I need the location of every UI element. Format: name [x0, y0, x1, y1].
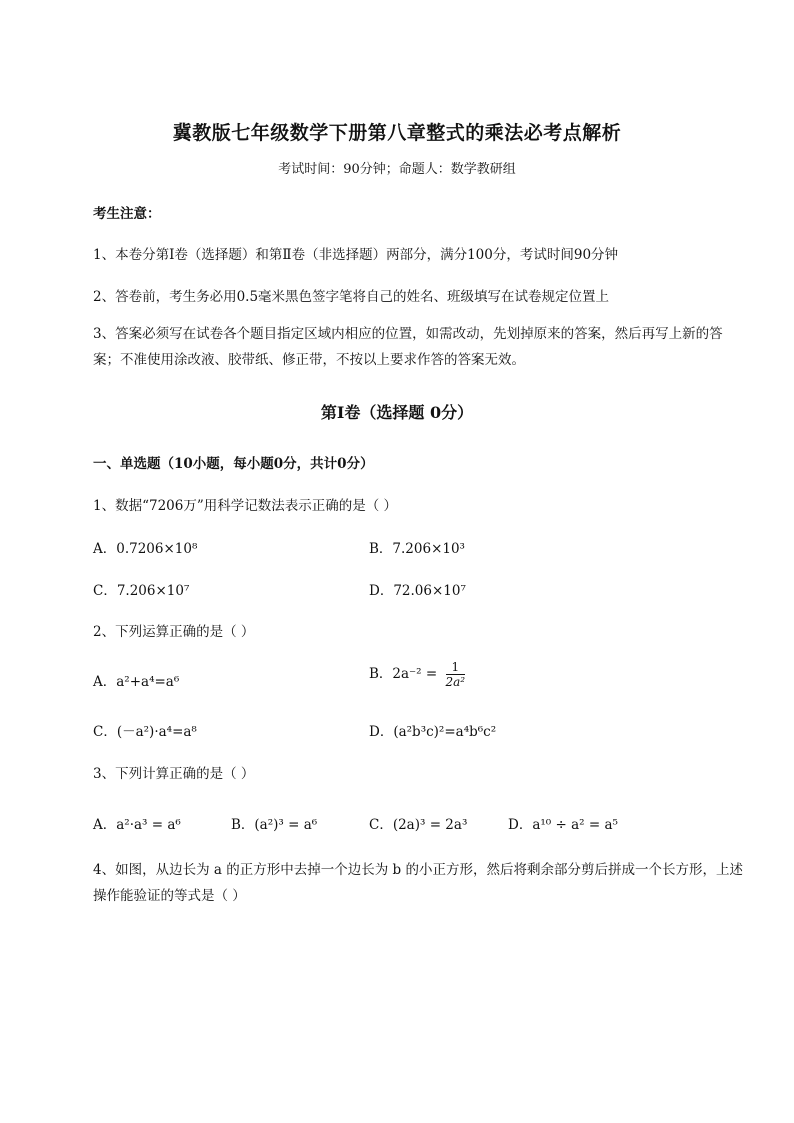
section-title: 第I卷（选择题 0分） [320, 403, 474, 422]
fraction-denominator: 2a² [445, 675, 466, 689]
document-subtitle: 考试时间：90分钟；命题人：数学教研组 [278, 162, 516, 177]
question-2-option-a: A．a²+a⁴=a⁶ [93, 674, 180, 690]
question-3-option-c: C．(2a)³ = 2a³ [369, 817, 468, 833]
question-2-option-b-fraction [446, 660, 466, 689]
question-1-option-b: B．7.206×10³ [369, 541, 465, 557]
question-1-option-d: D．72.06×10⁷ [369, 583, 466, 599]
notice-item-1: 1、本卷分第I卷（选择题）和第Ⅱ卷（非选择题）两部分，满分100分，考试时间90分钟 [93, 247, 619, 263]
question-1-stem: 1、数据“7206万”用科学记数法表示正确的是（ ） [93, 498, 398, 514]
question-1-option-a: A．0.7206×10⁸ [93, 541, 198, 557]
notice-heading: 考生注意： [93, 206, 161, 222]
question-2-option-d: D．(a²b³c)²=a⁴b⁶c² [369, 724, 497, 740]
question-1-option-c: C．7.206×10⁷ [93, 583, 190, 599]
question-3-option-a: A．a²·a³ = a⁶ [93, 817, 181, 833]
question-4-stem: 4、如图，从边长为 a 的正方形中去掉一个边长为 b 的小正方形，然后将剩余部分剪后拼成一个长方形，上述操作能验证的等式是（ ） [93, 862, 743, 904]
part-heading: 一、单选题（10小题，每小题0分，共计0分） [93, 456, 374, 472]
question-2-option-c: C．(－a²)·a⁴=a⁸ [93, 724, 197, 740]
notice-item-2: 2、答卷前，考生务必用0.5毫米黑色签字笔将自己的姓名、班级填写在试卷规定位置上 [93, 289, 610, 305]
notice-item-3: 3、答案必须写在试卷各个题目指定区域内相应的位置，如需改动，先划掉原来的答案，然后再写上新的答案；不准使用涂改液、胶带纸、修正带，不按以上要求作答的答案无效。 [93, 326, 723, 368]
document-title: 冀教版七年级数学下册第八章整式的乘法必考点解析 [172, 122, 622, 144]
fraction-numerator: 1 [446, 660, 466, 675]
question-3-stem: 3、下列计算正确的是（ ） [93, 766, 255, 782]
question-2-option-b-prefix: B．2a⁻² = [369, 666, 438, 682]
question-3-option-b: B．(a²)³ = a⁶ [231, 817, 318, 833]
question-2-stem: 2、下列运算正确的是（ ） [93, 624, 255, 640]
question-3-option-d: D．a¹⁰ ÷ a² = a⁵ [508, 817, 618, 833]
question-2-option-b [369, 660, 465, 689]
